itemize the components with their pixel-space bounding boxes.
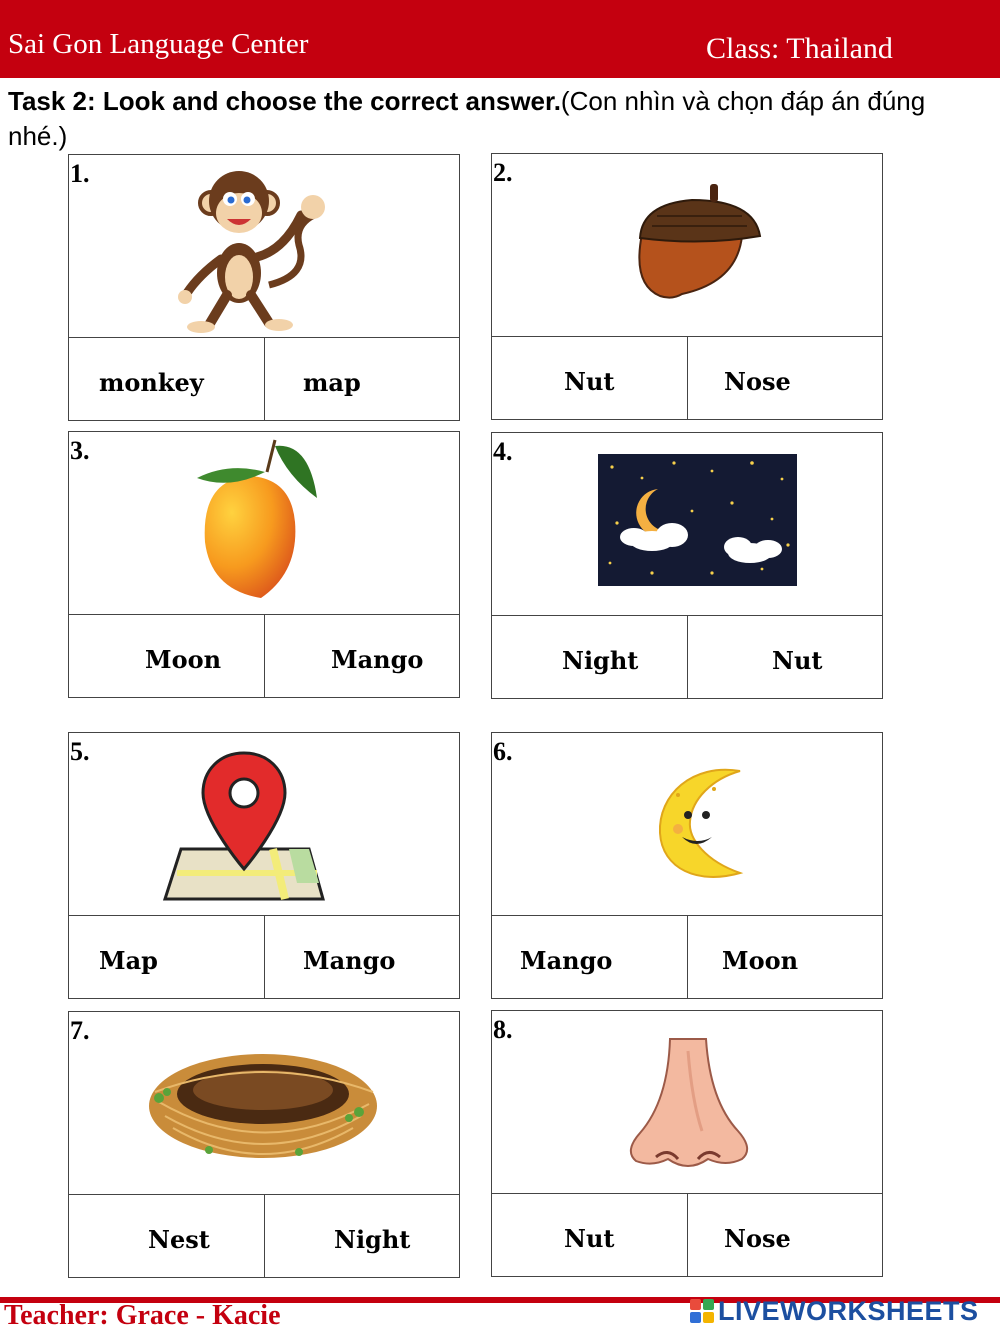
- question-card-2: [491, 153, 883, 420]
- question-card-4: [491, 432, 883, 699]
- question-number: 3.: [70, 436, 90, 465]
- question-number: 5.: [70, 737, 90, 766]
- monkey-image: [69, 155, 459, 337]
- answer-options: [69, 915, 459, 999]
- answer-option-b[interactable]: Nose: [687, 1194, 882, 1277]
- question-number: 8.: [493, 1015, 513, 1044]
- answer-options: [69, 337, 459, 421]
- answer-option-a[interactable]: Map: [99, 946, 158, 975]
- class-label: Class: Thailand: [706, 32, 893, 65]
- answer-option-a[interactable]: Nut: [564, 1224, 615, 1253]
- answer-option-a[interactable]: monkey: [99, 368, 204, 397]
- answer-options: [69, 614, 459, 698]
- night-sky-image: [492, 433, 882, 615]
- task-title: Task 2: Look and choose the correct answer.: [8, 86, 561, 116]
- liveworksheets-logo-icon: [690, 1299, 714, 1323]
- crescent-moon-image: [492, 733, 882, 915]
- question-number: 6.: [493, 737, 513, 766]
- answer-option-a[interactable]: Nest: [148, 1225, 210, 1254]
- answer-option-a[interactable]: Mango: [520, 946, 613, 975]
- answer-options: [492, 336, 882, 420]
- question-card-3: [68, 431, 460, 698]
- question-number: 2.: [493, 158, 513, 187]
- bird-nest-image: [69, 1012, 459, 1194]
- brand-name: LIVEWORKSHEETS: [718, 1295, 979, 1326]
- task-translation: (Con nhìn và chọn đáp án đúng nhé.): [8, 86, 926, 151]
- answer-option-b[interactable]: Nut: [687, 616, 882, 699]
- answer-option-b[interactable]: Mango: [264, 916, 459, 999]
- answer-option-b[interactable]: map: [264, 338, 459, 421]
- liveworksheets-logo: [690, 1296, 979, 1326]
- answer-option-b[interactable]: Nose: [687, 337, 882, 420]
- answer-option-b[interactable]: Night: [264, 1195, 459, 1278]
- task-instruction: [8, 84, 968, 154]
- teacher-name: Teacher: Grace - Kacie: [4, 1300, 281, 1331]
- answer-option-b[interactable]: Mango: [264, 615, 459, 698]
- answer-option-b[interactable]: Moon: [687, 916, 882, 999]
- question-card-8: [491, 1010, 883, 1277]
- answer-option-a[interactable]: Nut: [564, 367, 615, 396]
- question-card-5: [68, 732, 460, 999]
- question-number: 1.: [70, 159, 90, 188]
- nose-image: [492, 1011, 882, 1193]
- answer-option-a[interactable]: Moon: [145, 645, 222, 674]
- answer-options: [492, 1193, 882, 1277]
- question-card-7: [68, 1011, 460, 1278]
- question-number: 7.: [70, 1016, 90, 1045]
- acorn-image: [492, 154, 882, 336]
- header-bar: [0, 0, 1000, 78]
- answer-options: [492, 915, 882, 999]
- question-number: 4.: [493, 437, 513, 466]
- mango-image: [69, 432, 459, 614]
- map-pin-image: [69, 733, 459, 915]
- center-name: Sai Gon Language Center: [8, 28, 309, 60]
- question-card-6: [491, 732, 883, 999]
- question-card-1: [68, 154, 460, 421]
- answer-options: [69, 1194, 459, 1278]
- answer-option-a[interactable]: Night: [562, 646, 639, 675]
- answer-options: [492, 615, 882, 699]
